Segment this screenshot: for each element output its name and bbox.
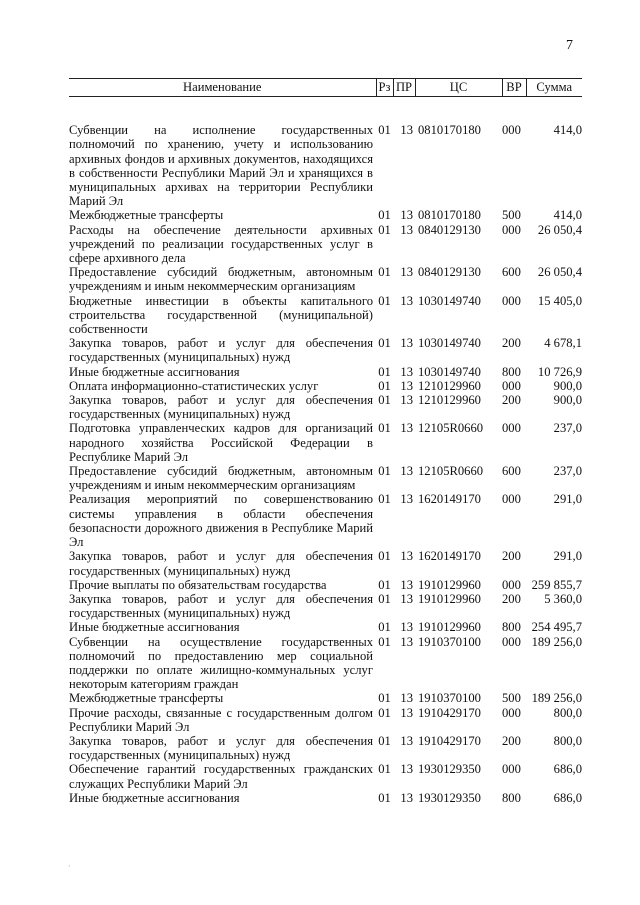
cell-rz: 01 bbox=[378, 634, 391, 649]
cell-pr: 13 bbox=[400, 421, 413, 436]
table-row bbox=[69, 706, 582, 734]
cell-vr: 500 bbox=[502, 208, 521, 223]
cell-sum: 4 678,1 bbox=[544, 336, 582, 351]
cell-vr: 000 bbox=[502, 293, 521, 308]
cell-vr: 000 bbox=[502, 634, 521, 649]
table-row bbox=[69, 379, 582, 393]
cell-sum: 15 405,0 bbox=[537, 293, 582, 308]
cell-pr: 13 bbox=[400, 620, 413, 635]
cell-vr: 200 bbox=[502, 393, 521, 408]
cell-pr: 13 bbox=[400, 464, 413, 479]
cell-pr: 13 bbox=[400, 123, 413, 138]
cell-sum: 414,0 bbox=[553, 123, 582, 138]
cell-rz: 01 bbox=[378, 378, 391, 393]
cell-cs: 1930129350 bbox=[418, 790, 481, 805]
cell-vr: 800 bbox=[502, 364, 521, 379]
cell-name: Обеспечение гарантий государственных гражданских служащих Республики Марий Эл bbox=[69, 762, 373, 791]
cell-name: Межбюджетные трансферты bbox=[69, 691, 224, 706]
table-row bbox=[69, 294, 582, 337]
table-row bbox=[69, 393, 582, 421]
cell-cs: 1030149740 bbox=[418, 336, 481, 351]
cell-pr: 13 bbox=[400, 364, 413, 379]
cell-pr: 13 bbox=[400, 762, 413, 777]
budget-table bbox=[69, 78, 582, 805]
cell-rz: 01 bbox=[378, 762, 391, 777]
cell-sum: 237,0 bbox=[553, 421, 582, 436]
cell-name: Закупка товаров, работ и услуг для обеспечения государственных (муниципальных) нужд bbox=[69, 393, 373, 422]
cell-pr: 13 bbox=[400, 634, 413, 649]
table-row bbox=[69, 791, 582, 805]
cell-rz: 01 bbox=[378, 492, 391, 507]
cell-vr: 600 bbox=[502, 464, 521, 479]
table-body bbox=[69, 97, 582, 805]
cell-pr: 13 bbox=[400, 691, 413, 706]
cell-cs: 1910429170 bbox=[418, 733, 481, 748]
cell-pr: 13 bbox=[400, 208, 413, 223]
cell-sum: 189 256,0 bbox=[531, 634, 582, 649]
cell-name: Прочие расходы, связанные с государственным долгом Республики Марий Эл bbox=[69, 705, 373, 734]
cell-pr: 13 bbox=[400, 705, 413, 720]
table-row bbox=[69, 691, 582, 705]
cell-pr: 13 bbox=[400, 790, 413, 805]
cell-cs: 1910129960 bbox=[418, 577, 481, 592]
cell-vr: 200 bbox=[502, 336, 521, 351]
cell-name: Расходы на обеспечение деятельности архивных учреждений по реализации государственных услуг в сфере архивного дела bbox=[69, 222, 373, 266]
cell-rz: 01 bbox=[378, 577, 391, 592]
cell-cs: 1210129960 bbox=[418, 378, 481, 393]
table-row bbox=[69, 734, 582, 762]
cell-rz: 01 bbox=[378, 691, 391, 706]
cell-cs: 1910429170 bbox=[418, 705, 481, 720]
cell-name: Межбюджетные трансферты bbox=[69, 208, 224, 223]
header-name: Наименование bbox=[69, 79, 376, 97]
cell-sum: 291,0 bbox=[553, 492, 582, 507]
cell-vr: 000 bbox=[502, 378, 521, 393]
cell-rz: 01 bbox=[378, 265, 391, 280]
cell-vr: 000 bbox=[502, 705, 521, 720]
cell-rz: 01 bbox=[378, 591, 391, 606]
table-row bbox=[69, 578, 582, 592]
cell-pr: 13 bbox=[400, 591, 413, 606]
cell-vr: 000 bbox=[502, 222, 521, 237]
table-row bbox=[69, 635, 582, 692]
cell-sum: 414,0 bbox=[553, 208, 582, 223]
table-row bbox=[69, 421, 582, 464]
cell-cs: 1910370100 bbox=[418, 691, 481, 706]
table-row bbox=[69, 464, 582, 492]
page-number: 7 bbox=[566, 38, 573, 53]
cell-name: Субвенции на исполнение государственных полномочий по хранению, учету и использованию архивных фондов и архивных документов, находящихся в собственности Республики Марий Эл и хранящихся в муниципальных архивах на территории Республики Марий Эл bbox=[69, 123, 373, 209]
cell-vr: 800 bbox=[502, 620, 521, 635]
table-row bbox=[69, 620, 582, 634]
cell-cs: 1910129960 bbox=[418, 620, 481, 635]
cell-vr: 000 bbox=[502, 123, 521, 138]
cell-pr: 13 bbox=[400, 733, 413, 748]
cell-sum: 291,0 bbox=[553, 549, 582, 564]
footer-mark: · bbox=[68, 862, 71, 871]
cell-pr: 13 bbox=[400, 492, 413, 507]
cell-rz: 01 bbox=[378, 336, 391, 351]
cell-cs: 1030149740 bbox=[418, 293, 481, 308]
cell-vr: 000 bbox=[502, 762, 521, 777]
table-row bbox=[69, 492, 582, 549]
cell-name: Предоставление субсидий бюджетным, автономным учреждениям и иным некоммерческим организациям bbox=[69, 464, 373, 493]
table-header-row bbox=[69, 79, 582, 97]
cell-pr: 13 bbox=[400, 265, 413, 280]
cell-cs: 0810170180 bbox=[418, 123, 481, 138]
cell-vr: 500 bbox=[502, 691, 521, 706]
table-row bbox=[69, 336, 582, 364]
cell-sum: 800,0 bbox=[553, 733, 582, 748]
table-row bbox=[69, 97, 582, 209]
cell-name: Реализация мероприятий по совершенствованию системы управления в области обеспечения безопасности дорожного движения в Республике Марий Эл bbox=[69, 492, 373, 550]
cell-name: Закупка товаров, работ и услуг для обеспечения государственных (муниципальных) нужд bbox=[69, 549, 373, 578]
cell-sum: 259 855,7 bbox=[531, 577, 582, 592]
cell-pr: 13 bbox=[400, 393, 413, 408]
cell-rz: 01 bbox=[378, 208, 391, 223]
cell-cs: 1930129350 bbox=[418, 762, 481, 777]
cell-rz: 01 bbox=[378, 733, 391, 748]
cell-vr: 600 bbox=[502, 265, 521, 280]
cell-rz: 01 bbox=[378, 393, 391, 408]
cell-rz: 01 bbox=[378, 549, 391, 564]
header-sum: Сумма bbox=[526, 79, 582, 97]
cell-cs: 1030149740 bbox=[418, 364, 481, 379]
cell-vr: 200 bbox=[502, 591, 521, 606]
cell-cs: 1910370100 bbox=[418, 634, 481, 649]
cell-rz: 01 bbox=[378, 293, 391, 308]
table-row bbox=[69, 223, 582, 266]
cell-vr: 000 bbox=[502, 421, 521, 436]
header-rz: Рз bbox=[376, 79, 393, 97]
cell-name: Предоставление субсидий бюджетным, автономным учреждениям и иным некоммерческим организациям bbox=[69, 265, 373, 294]
cell-sum: 26 050,4 bbox=[537, 265, 582, 280]
table-row bbox=[69, 762, 582, 790]
cell-rz: 01 bbox=[378, 705, 391, 720]
cell-vr: 000 bbox=[502, 492, 521, 507]
table-row bbox=[69, 365, 582, 379]
table-row bbox=[69, 549, 582, 577]
header-pr: ПР bbox=[393, 79, 415, 97]
cell-vr: 200 bbox=[502, 549, 521, 564]
cell-vr: 800 bbox=[502, 790, 521, 805]
cell-pr: 13 bbox=[400, 577, 413, 592]
cell-rz: 01 bbox=[378, 364, 391, 379]
cell-cs: 12105R0660 bbox=[418, 464, 484, 479]
cell-rz: 01 bbox=[378, 123, 391, 138]
cell-pr: 13 bbox=[400, 336, 413, 351]
cell-sum: 189 256,0 bbox=[531, 691, 582, 706]
cell-cs: 1620149170 bbox=[418, 549, 481, 564]
cell-name: Закупка товаров, работ и услуг для обеспечения государственных (муниципальных) нужд bbox=[69, 336, 373, 365]
cell-rz: 01 bbox=[378, 464, 391, 479]
cell-name: Оплата информационно-статистических услуг bbox=[69, 378, 319, 393]
cell-cs: 0840129130 bbox=[418, 222, 481, 237]
cell-pr: 13 bbox=[400, 378, 413, 393]
cell-rz: 01 bbox=[378, 790, 391, 805]
cell-name: Закупка товаров, работ и услуг для обеспечения государственных (муниципальных) нужд bbox=[69, 591, 373, 621]
cell-pr: 13 bbox=[400, 293, 413, 308]
table-row bbox=[69, 208, 582, 222]
cell-sum: 10 726,9 bbox=[537, 364, 582, 379]
cell-sum: 237,0 bbox=[553, 464, 582, 479]
cell-cs: 1910129960 bbox=[418, 591, 481, 606]
table-row bbox=[69, 592, 582, 620]
cell-sum: 686,0 bbox=[553, 762, 582, 777]
header-vr: ВР bbox=[502, 79, 526, 97]
cell-name: Бюджетные инвестиции в объекты капитального строительства государственной (муниципальной) собственности bbox=[69, 293, 373, 337]
cell-rz: 01 bbox=[378, 222, 391, 237]
cell-sum: 254 495,7 bbox=[531, 620, 582, 635]
cell-pr: 13 bbox=[400, 549, 413, 564]
cell-name: Прочие выплаты по обязательствам государства bbox=[69, 577, 327, 592]
cell-vr: 000 bbox=[502, 577, 521, 592]
cell-name: Иные бюджетные ассигнования bbox=[69, 620, 240, 635]
cell-sum: 900,0 bbox=[553, 378, 582, 393]
cell-cs: 1620149170 bbox=[418, 492, 481, 507]
cell-name: Подготовка управленческих кадров для организаций народного хозяйства Российской Федерации в Республике Марий Эл bbox=[69, 421, 373, 464]
cell-name: Субвенции на осуществление государственных полномочий по предоставлению мер социальной поддержки по оплате жилищно-коммунальных услуг некоторым категориям граждан bbox=[69, 634, 373, 692]
cell-cs: 0840129130 bbox=[418, 265, 481, 280]
cell-sum: 26 050,4 bbox=[537, 222, 582, 237]
cell-rz: 01 bbox=[378, 421, 391, 436]
cell-sum: 686,0 bbox=[553, 790, 582, 805]
cell-vr: 200 bbox=[502, 733, 521, 748]
cell-cs: 1210129960 bbox=[418, 393, 481, 408]
cell-cs: 12105R0660 bbox=[418, 421, 484, 436]
cell-sum: 800,0 bbox=[553, 705, 582, 720]
cell-name: Закупка товаров, работ и услуг для обеспечения государственных (муниципальных) нужд bbox=[69, 733, 373, 763]
cell-name: Иные бюджетные ассигнования bbox=[69, 790, 240, 805]
cell-rz: 01 bbox=[378, 620, 391, 635]
header-cs: ЦС bbox=[415, 79, 502, 97]
cell-sum: 5 360,0 bbox=[544, 591, 582, 606]
table-row bbox=[69, 265, 582, 293]
cell-cs: 0810170180 bbox=[418, 208, 481, 223]
cell-sum: 900,0 bbox=[553, 393, 582, 408]
cell-name: Иные бюджетные ассигнования bbox=[69, 364, 240, 379]
cell-pr: 13 bbox=[400, 222, 413, 237]
